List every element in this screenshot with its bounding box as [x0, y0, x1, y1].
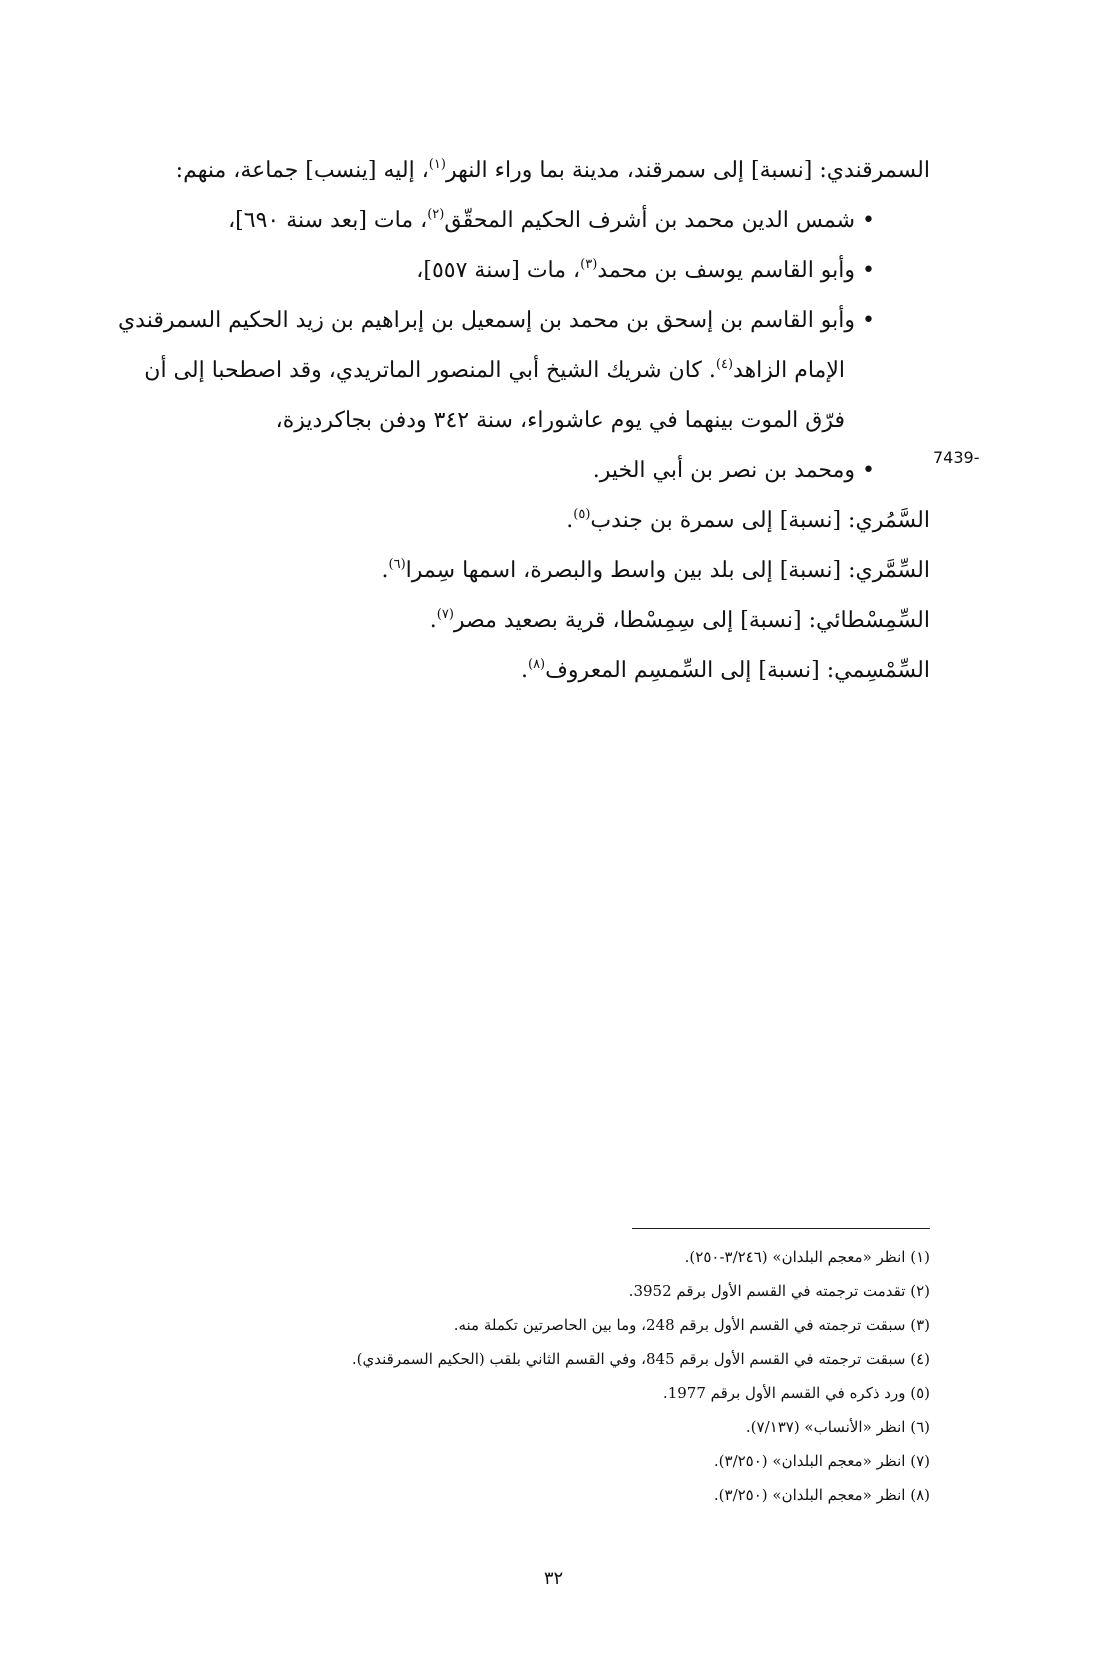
footnote: (١) انظر «معجم البلدان» (٣/٢٤٦-٢٥٠). [684, 1248, 930, 1266]
footnote-ref[interactable]: (٧) [436, 606, 454, 622]
footnote-ref[interactable]: (٥) [573, 506, 591, 522]
entry-text: السِّمْسِمي: [نسبة] إلى السِّمسِم المعروف [545, 658, 930, 683]
bullet-text: • شمس الدين محمد بن أشرف الحكيم المحقّق [444, 208, 875, 233]
page-number: ٣٢ [543, 1568, 564, 1589]
bullet-text: • وأبو القاسم بن إسحق بن محمد بن إسمعيل بن إبراهيم بن زيد الحكيم السمرقندي [117, 308, 875, 333]
entry-text-after: . [381, 558, 389, 583]
footnote-ref[interactable]: (٨) [527, 656, 546, 672]
footnote: (٨) انظر «معجم البلدان» (٣/٢٥٠). [713, 1486, 930, 1504]
bullet-continuation [95, 346, 845, 396]
entry-simsimi [95, 646, 930, 696]
bullet-item [95, 246, 875, 296]
bullet-text-after: . كان شريك الشيخ أبي المنصور الماتريدي، وقد اصطحبا إلى أن [144, 358, 716, 383]
entry-text-after: . [429, 608, 437, 633]
footnote-ref[interactable]: (١) [428, 156, 446, 172]
footnote-ref[interactable]: (٣) [580, 256, 598, 272]
footnote: (٢) تقدمت ترجمته في القسم الأول برقم 3952. [628, 1282, 930, 1300]
footnote: (٥) ورد ذكره في القسم الأول برقم 1977. [662, 1384, 930, 1402]
entry-text: السِّمَّري: [نسبة] إلى بلد بين واسط والبصرة، اسمها سِمرا [405, 558, 930, 583]
main-text [95, 146, 930, 696]
entry-simistai [95, 596, 930, 646]
entry-text: السَّمُري: [نسبة] إلى سمرة بن جندب [590, 508, 930, 533]
entry-text: السِّمِسْطائي: [نسبة] إلى سِمِسْطا، قرية بصعيد مصر [453, 608, 930, 633]
entry-text-after: . [520, 658, 528, 683]
entry-text: السمرقندي: [نسبة] إلى سمرقند، مدينة بما وراء النهر [445, 158, 930, 183]
footnote: (٣) سبقت ترجمته في القسم الأول برقم 248، وما بين الحاصرتين تكملة منه. [453, 1316, 930, 1334]
margin-entry-number: 7439- [933, 448, 980, 467]
entry-simmari [95, 546, 930, 596]
bullet-item [95, 446, 875, 496]
footnotes [300, 1240, 930, 1512]
entry-text-after: ، إليه [ينسب] جماعة، منهم: [175, 158, 429, 183]
bullet-item [95, 196, 875, 246]
bullet-text-after: ، مات [بعد سنة ٦٩٠]، [228, 208, 428, 233]
bullet-continuation [95, 396, 845, 446]
bullet-text: • وأبو القاسم يوسف بن محمد [597, 258, 875, 283]
entry-samarqandi [95, 146, 930, 196]
bullet-text: فرّق الموت بينهما في يوم عاشوراء، سنة ٣٤٢ ودفن بجاكرديزة، [275, 408, 845, 433]
entry-text-after: . [566, 508, 574, 533]
footnote: (٦) انظر «الأنساب» (٧/١٣٧). [745, 1418, 930, 1436]
bullet-text: الإمام الزاهد [733, 358, 845, 383]
footnote-separator [632, 1228, 930, 1229]
footnote-ref[interactable]: (٢) [427, 206, 445, 222]
bullet-item [95, 296, 875, 346]
bullet-text-after: ، مات [سنة ٥٥٧]، [416, 258, 581, 283]
bullet-text: • ومحمد بن نصر بن أبي الخير. [592, 458, 875, 483]
footnote: (٤) سبقت ترجمته في القسم الأول برقم 845، وفي القسم الثاني بلقب (الحكيم السمرقندي). [351, 1350, 930, 1368]
entry-samuri [95, 496, 930, 546]
footnote: (٧) انظر «معجم البلدان» (٣/٢٥٠). [713, 1452, 930, 1470]
footnote-ref[interactable]: (٦) [388, 556, 406, 572]
footnote-ref[interactable]: (٤) [715, 356, 734, 372]
